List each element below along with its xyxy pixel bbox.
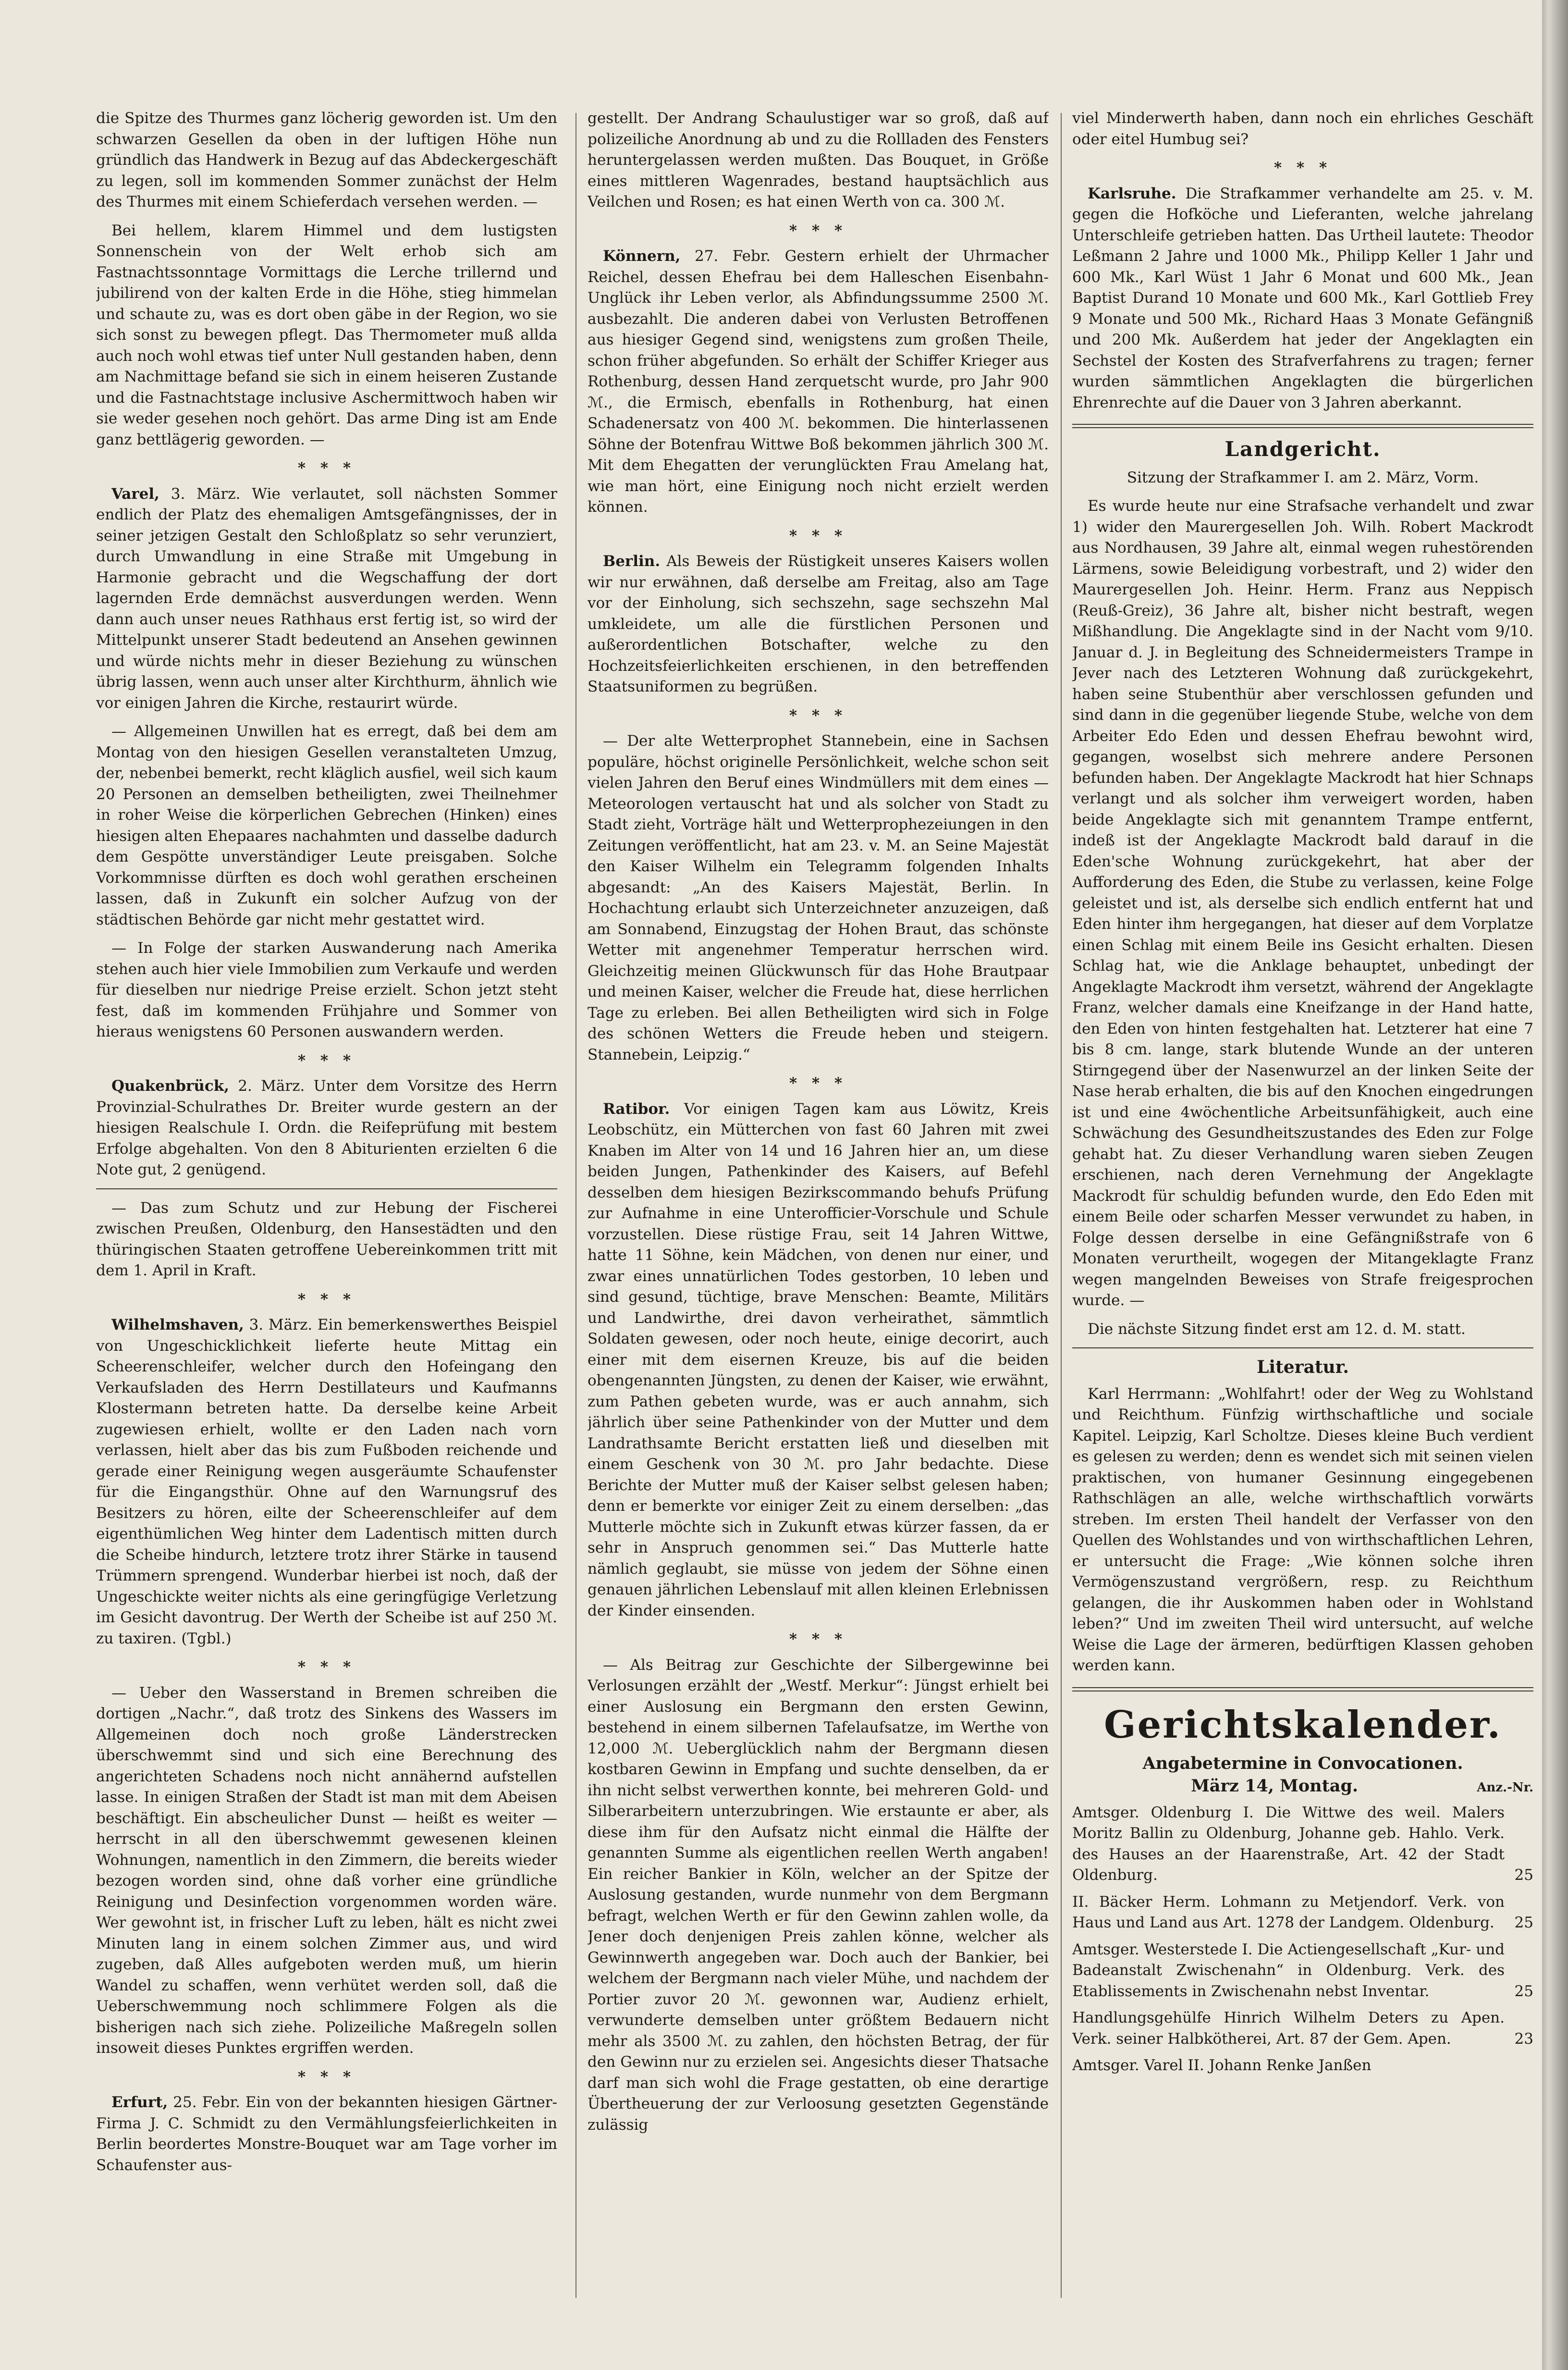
entry-text: Handlungsgehülfe Hinrich Wilhelm Deters zu Apen. Verk. seiner Halbkötherei, Art. 87 der Gem. Apen. (1072, 2009, 1505, 2048)
entry-text: II. Bäcker Herm. Lohmann zu Metjendorf. Verk. von Haus und Land aus Art. 1278 der Landgem. Oldenburg. (1072, 1893, 1505, 1931)
article-dateline: Ratibor. (603, 1100, 670, 1118)
landgericht-next-session: Die nächste Sitzung findet erst am 12. d. M. statt. (1088, 1320, 1466, 1338)
article-dateline: Karlsruhe. (1088, 185, 1176, 202)
article-separator-stars: * * * (1274, 159, 1332, 176)
article-paragraph (588, 731, 1049, 1065)
article-text: — Der alte Wetterprophet Stannebein, eine in Sachsen populäre, höchst originelle Persönlichkeit, welche schon seit vielen Jahren den Beruf eines Windmüllers mit dem eines — Meteorologen vertauscht hat und als solcher von Stadt zu Stadt zieht, Vorträge hält und Wetterprophezeiungen in den Zeitungen veröffentlicht, hat am 23. v. M. an Seine Majestät den Kaiser Wilhelm ein Telegramm folgenden Inhalts abgesandt: „An des Kaisers Majestät, Berlin. In Hochachtung erlaubt sich Unterzeichneter anzuzeigen, daß am Sonnabend, Einzugstag der Hohen Braut, das schönste Wetter mit angenehmer Temperatur herrschen wird. Gleichzeitig meinen Glückwunsch für das Hohe Brautpaar und meinen Kaiser, welcher die Freude hat, diese herrlichen Tage zu erleben. Bei allen Betheiligten wird sich in Folge des schönen Wetters die Freude heben und steigern. Stannebein, Leipzig.“ (588, 732, 1049, 1063)
entry-number: 25 (1514, 1982, 1533, 2000)
article-text: — Allgemeinen Unwillen hat es erregt, daß bei dem am Montag von den hiesigen Gesellen veranstalteten Umzug, der, nebenbei bemerkt, recht kläglich ausfiel, weil sich kaum 20 Personen an demselben betheiligten, zwei Theilnehmer in roher Weise die körperlichen Gebrechen (Hinken) eines hiesigen alten Ehepaares nachahmten und dasselbe dadurch dem Gespötte unverständiger Leute preisgaben. Solche Vorkommnisse dürften es doch wohl gerathen erscheinen lassen, daß in Zukunft ein solcher Aufzug von der städtischen Behörde gar nicht mehr gestattet wird. (96, 723, 557, 928)
entry-number: 23 (1514, 2030, 1533, 2048)
entry-text: Amtsger. Westerstede I. Die Actiengesellschaft „Kur- und Badeanstalt Zwischenahn“ in Oldenburg. Verk. des Etablissements in Zwischenahn nebst Inventar. (1072, 1940, 1505, 2000)
article-separator-stars: * * * (789, 706, 847, 724)
article-separator-stars: * * * (789, 1074, 847, 1092)
article-paragraph (96, 938, 557, 1043)
article-paragraph (588, 1655, 1049, 2136)
article-text: 3. März. Wie verlautet, soll nächsten Sommer endlich der Platz des ehemaligen Amtsgefängnisses, der in seiner jetzigen Gestalt den Schloßplatz so sehr verunziert, durch Umwandlung in eine Straße mit Umgebung in Harmonie gebracht und die Wegschaffung der dort lagernden Erde demnächst ausverdungen werden. Wenn dann auch unser neues Rathhaus erst fertig ist, so wird der Mittelpunkt unserer Stadt bedeutend an Ansehen gewinnen und würde nichts mehr in dieser Beziehung zu wünschen übrig lassen, wenn auch unser alter Kirchthurm, ähnlich wie vor einigen Jahren die Kirche, restaurirt würde. (96, 485, 557, 712)
article-text: 2. März. Unter dem Vorsitze des Herrn Provinzial-Schulrathes Dr. Breiter wurde gestern an der hiesigen Realschule I. Ordn. die Reifeprüfung mit bestem Erfolge abgehalten. Von den 8 Abiturienten erzielten 6 die Note gut, 2 genügend. (96, 1077, 557, 1178)
section-rule (1072, 424, 1533, 428)
article-text: Bei hellem, klarem Himmel und dem lustigsten Sonnenschein von der Welt erhob sich am Fastnachtssonntage Vormittags die Lerche trillernd und jubilirend von der kalten Erde in die Höhe, stieg himmelan und schaute zu, was es dort oben gäbe in der Region, wo sie sich sonst zu bewegen pflegt. Das Thermometer muß allda auch noch wohl etwas tief unter Null gestanden haben, denn am Nachmittage befand sie sich in einem heiseren Zustande und die Fastnachtstage inclusive Aschermittwoch haben wir sie weder gesehen noch gehört. Das arme Ding ist am Ende ganz bettlägerig geworden. — (96, 222, 557, 448)
article-separator-stars: * * * (297, 1051, 356, 1069)
gerichtskalender-date: März 14, Montag. (1191, 1776, 1359, 1796)
gerichtskalender-entry (1072, 1892, 1533, 1934)
gerichtskalender-entry (1072, 1802, 1533, 1886)
literatur-heading: Literatur. (1257, 1357, 1349, 1377)
article-paragraph (1072, 108, 1533, 150)
column-right (1072, 108, 1533, 2303)
article-paragraph (96, 484, 557, 714)
article-text: die Spitze des Thurmes ganz löcherig geworden ist. Um den schwarzen Gesellen da oben in der luftigen Höhe nun gründlich das Handwerk in Bezug auf das Abdeckergeschäft zu legen, soll im kommenden Sommer zunächst der Helm des Thurmes mit einem Schieferdach versehen werden. — (96, 110, 557, 210)
entry-text: Amtsger. Oldenburg I. Die Wittwe des weil. Malers Moritz Ballin zu Oldenburg, Johanne geb. Hahlo. Verk. des Hauses an der Haarenstraße, Art. 42 der Stadt Oldenburg. (1072, 1803, 1505, 1884)
article-dateline: Erfurt, (111, 2094, 168, 2111)
section-rule (1072, 1347, 1533, 1348)
column-middle (588, 108, 1049, 2303)
article-paragraph (96, 108, 557, 213)
article-text: — In Folge der starken Auswanderung nach Amerika stehen auch hier viele Immobilien zum Verkaufe und werden für dieselben nur niedrige Preise erzielt. Schon jetzt steht fest, daß im kommenden Frühjahre und Sommer von hieraus wenigstens 60 Personen auswandern werden. (96, 939, 557, 1040)
gerichtskalender-entry (1072, 1939, 1533, 2002)
article-separator-stars: * * * (297, 1290, 356, 1308)
article-paragraph (96, 1076, 557, 1181)
article-paragraph (96, 1315, 557, 1649)
gerichtskalender-entry (1072, 2008, 1533, 2049)
article-separator-stars: * * * (789, 527, 847, 544)
gerichtskalender-heading: Gerichtskalender. (1104, 1703, 1502, 1747)
article-separator-stars: * * * (297, 2068, 356, 2086)
article-paragraph (1072, 184, 1533, 414)
column-divider-right (1061, 113, 1062, 2298)
article-text: 25. Febr. Ein von der bekannten hiesigen Gärtner-Firma J. C. Schmidt zu den Vermählungsfeierlichkeiten in Berlin beordertes Monstre-Bouquet war am Tage vorher im Schaufenster aus- (96, 2094, 557, 2174)
article-text: Als Beweis der Rüstigkeit unseres Kaisers wollen wir nur erwähnen, daß derselbe am Freitag, also am Tage vor der Einholung, sich sechszehn, sage sechszehn Mal umkleidete, um alle die fürstlichen Personen und außerordentlichen Botschafter, welche zu den Hochzeitsfeierlichkeiten erschienen, in den betreffenden Staatsuniformen zu begrüßen. (588, 553, 1049, 695)
gerichtskalender-dateline (1072, 1776, 1533, 1799)
article-text: 3. März. Ein bemerkenswerthes Beispiel von Ungeschicklichkeit lieferte heute Mittag ein Scheerenschleifer, welcher durch den Hofeingang den Verkaufsladen des Herrn Destillateurs und Kaufmanns Klostermann betreten hatte. Da derselbe keine Arbeit zugewiesen erhielt, wollte er den Laden nach vorn verlassen, hielt aber das bis zum Fußboden reichende und gerade einer Reinigung wegen ausgeräumte Schaufenster für die Eingangsthür. Ohne auf den Warnungsruf des Besitzers zu hören, eilte der Scheerenschleifer auf dem eigenthümlichen Weg hinter dem Ladentisch mitten durch die Scheibe hindurch, letztere trotz ihrer Stärke in tausend Trümmern sprengend. Wunderbar hierbei ist noch, daß der Ungeschickte weiter nichts als eine geringfügige Verletzung im Gesicht davontrug. Der Werth der Scheibe ist auf 250 ℳ. zu taxiren. (Tgbl.) (96, 1316, 557, 1647)
article-text: gestellt. Der Andrang Schaulustiger war so groß, daß auf polizeiliche Anordnung ab und zu die Rollladen des Fensters heruntergelassen werden mußten. Das Bouquet, in Größe eines mittleren Wagenrades, bestand hauptsächlich aus Veilchen und Rosen; es hat einen Werth von ca. 300 ℳ. (588, 110, 1049, 210)
gerichtskalender-number-label: Anz.-Nr. (1477, 1780, 1533, 1795)
article-separator-stars: * * * (297, 1658, 356, 1676)
article-dateline: Varel, (111, 485, 159, 503)
landgericht-report: Es wurde heute nur eine Strafsache verhandelt und zwar 1) wider den Maurergesellen Joh. Wilh. Robert Mackrodt aus Nordhausen, 39 Jahre alt, einmal wegen ruhestörenden Lärmens, sowie Beleidigung vorbestraft, und 2) wider den Maurergesellen Joh. Heinr. Herm. Franz aus Neppisch (Reuß-Greiz), 36 Jahre alt, bisher nicht bestraft, wegen Mißhandlung. Die Angeklagte sind in der Nacht vom 9/10. Januar d. J. in Begleitung des Schneidermeisters Trampe in Jever nach des Letzteren Wohnung daß zurückgekehrt, haben seine Stubenthür aber verschlossen gefunden und sind dann in die gegenüber liegende Stube, welche von dem Arbeiter Edo Eden und dessen Ehefrau bewohnt wird, gegangen, woselbst sich mehrere andere Personen befunden haben. Der Angeklagte Mackrodt hat hier Schnaps verlangt und als solcher ihm verweigert worden, haben beide Angeklagte sich mit genanntem Trampe entfernt, indeß ist der Angeklagte Mackrodt bald darauf in die Eden'sche Wohnung zurückgekehrt, hat aber der Aufforderung des Eden, die Stube zu verlassen, keine Folge geleistet und ist, als derselbe sich endlich entfernt hat und Eden hinter ihm hergegangen, hat dieser auf dem Vorplatze einen Schlag mit einem Beile ins Gesicht erhalten. Diesen Schlag hat, wie die Anklage behauptet, unbedingt der Angeklagte Mackrodt ihm versetzt, während der Angeklagte Franz, welcher damals eine Kneifzange in der Hand hatte, den Eden von hinten festgehalten hat. Letzterer hat eine 7 bis 8 cm. lange, stark blutende Wunde an der unteren Stirngegend über der Nasenwurzel an der linken Seite der Nase herab erhalten, die bis auf den Knochen eingedrungen ist und eine 4wöchentliche Arbeitsunfähigkeit, auch eine Schwächung des Gesundheitszustandes des Eden zur Folge gehabt hat. Zu dieser Verhandlung waren sieben Zeugen erschienen, nach deren Vernehmung der Angeklagte Mackrodt für schuldig befunden wurde, den Edo Eden mit einem Beile oder scharfen Messer verwundet zu haben, in Folge dessen derselbe in eine Gefängnißstrafe von 6 Monaten verurtheilt, wogegen der Mitangeklagte Franz wegen mangelnden Beweises von Strafe freigesprochen wurde. — (1072, 497, 1533, 1309)
article-paragraph (96, 2092, 557, 2176)
article-text: — Das zum Schutz und zur Hebung der Fischerei zwischen Preußen, Oldenburg, den Hansestädten und den thüringischen Staaten getroffene Uebereinkommen tritt mit dem 1. April in Kraft. (96, 1199, 557, 1279)
article-text: — Ueber den Wasserstand in Bremen schreiben die dortigen „Nachr.“, daß trotz des Sinkens des Wassers im Allgemeinen doch noch große Länderstrecken überschwemmt sind und sich eine Berechnung des angerichteten Schadens noch nicht annähernd aufstellen lasse. In einigen Straßen der Stadt ist man mit dem Abeisen beschäftigt. Ein abscheulicher Dunst — heißt es weiter — herrscht in all den überschwemmt gewesenen kleinen Wohnungen, namentlich in den Zimmern, die bereits wieder bezogen worden sind, ohne daß vorher eine gründliche Reinigung und Desinfection vorgenommen worden wäre. Wer gewohnt ist, in frischer Luft zu leben, hält es nicht zwei Minuten lang in einem solchen Zimmer aus, und wird zugeben, daß Alles aufgeboten werden muß, um hierin Wandel zu schaffen, wenn verhütet werden soll, daß die Ueberschwemmung noch schlimmere Folgen als die bisherigen nach sich ziehe. Polizeiliche Maßregeln sollen insoweit dieses Punktes ergriffen werden. (96, 1684, 557, 2057)
section-rule (1072, 1687, 1533, 1691)
article-text: — Als Beitrag zur Geschichte der Silbergewinne bei Verlosungen erzählt der „Westf. Merkur“: Jüngst erhielt bei einer Auslosung ein Bergmann den ersten Gewinn, bestehend in einem silbernen Tafelaufsatze, im Werthe von 12,000 ℳ. Ueberglücklich nahm der Bergmann diesen kostbaren Gewinn in Empfang und suchte denselben, da er ihn nicht selbst verwerthen konnte, bei mehreren Gold- und Silberarbeitern unterzubringen. Wie erstaunte er aber, als diese ihm für den Aufsatz nicht einmal die Hälfte der genannten Summe als eigentlichen reellen Werth angaben! Ein reicher Bankier in Köln, welcher an der Spitze der Auslosung gestanden, wurde nunmehr von dem Bergmann befragt, welchen Werth er für den Gewinn zahlen wolle, da Jener doch denjenigen Preis zahlen könne, welcher als Gewinnwerth angegeben war. Doch auch der Bankier, bei welchem der Bergmann nach vieler Mühe, und nachdem der Portier zuvor 20 ℳ. gewonnen war, Audienz erhielt, verwunderte demselben unter größtem Bedauern nicht mehr als 3500 ℳ. zu zahlen, den höchsten Betrag, der für den Gewinn nur zu erzielen sei. Angesichts dieser Thatsache darf man sich wohl die Frage gestatten, ob eine derartige Übertheuerung der zur Verloosung gesetzten Gegenstände zulässig (588, 1656, 1049, 2134)
landgericht-heading: Landgericht. (1225, 437, 1381, 461)
literatur-review: Karl Herrmann: „Wohlfahrt! oder der Weg zu Wohlstand und Reichthum. Fünfzig wirthschaftliche und sociale Kapitel. Leipzig, Karl Scholtze. Dieses kleine Buch verdient es gelesen zu werden; denn es wendet sich mit seinen vielen praktischen, von humaner Gesinnung eingegebenen Rathschlägen an alle, welche wirthschaftlich vorwärts streben. Im ersten Theil handelt der Verfasser von den Quellen des Wohlstandes und von wirthschaftlichen Lehren, er untersucht die Frage: „Wie können solche ihren Vermögenszustand vergrößern, resp. zu Reichthum gelangen, die ihr Auskommen haben oder in Wohlstand leben?“ Und im zweiten Theil wird untersucht, auf welche Weise die Lage der ärmeren, bedürftigen Klassen gehoben werden kann. (1072, 1385, 1533, 1674)
gerichtskalender-entries (1072, 1802, 1533, 2076)
article-text: viel Minderwerth haben, dann noch ein ehrliches Geschäft oder eitel Humbug sei? (1072, 110, 1533, 148)
article-paragraph (588, 551, 1049, 698)
column-right-news (1072, 108, 1533, 413)
article-text: 27. Febr. Gestern erhielt der Uhrmacher Reichel, dessen Ehefrau bei dem Halleschen Eisenbahn-Unglück ihr Leben verlor, als Abfindungssumme 2500 ℳ. ausbezahlt. Die anderen dabei von Verlusten Betroffenen aus hiesiger Gegend sind, wenigstens zum großen Theile, schon früher abgefunden. So erhält der Schiffer Krieger aus Rothenburg, dessen Hand zerquetscht wurde, pro Jahr 900 ℳ., die Ermisch, ebenfalls in Rothenburg, hat einen Schadenersatz von 400 ℳ. bekommen. Die hinterlassenen Söhne der Botenfrau Wittwe Boß bekommen jährlich 300 ℳ. Mit dem Ehegatten der verunglückten Frau Amelang hat, wie man hört, eine Einigung noch nicht erzielt werden können. (588, 247, 1049, 516)
article-paragraph (96, 721, 557, 930)
article-dateline: Quakenbrück, (111, 1077, 230, 1095)
article-paragraph (96, 221, 557, 451)
article-paragraph (588, 1099, 1049, 1622)
article-text: Die Strafkammer verhandelte am 25. v. M. gegen die Hofköche und Lieferanten, welche jahrelang Unterschleife getrieben hatten. Das Urtheil lautete: Theodor Leßmann 2 Jahre und 1000 Mk., Philipp Keller 1 Jahr und 600 Mk., Karl Wüst 1 Jahr 6 Monat und 600 Mk., Jean Baptist Durand 10 Monate und 600 Mk., Karl Gottlieb Frey 9 Monate und 500 Mk., Richard Haas 3 Monate Gefängniß und 200 Mk. Außerdem hat jeder der Angeklagten ein Sechstel der Kosten des Strafverfahrens zu tragen; ferner wurden sämmtlichen Angeklagten die bürgerlichen Ehrenrechte auf die Dauer von 3 Jahren aberkannt. (1072, 185, 1533, 411)
column-left (96, 108, 557, 2303)
entry-number: 25 (1514, 1866, 1533, 1884)
page-edge (1542, 0, 1568, 2370)
article-paragraph (588, 246, 1049, 518)
article-text: Vor einigen Tagen kam aus Löwitz, Kreis Leobschütz, ein Mütterchen von fast 60 Jahren mit zwei Knaben im Alter von 14 und 16 Jahren hier an, um diese beiden Jungen, Pathenkinder des Kaisers, auf Befehl desselben dem hiesigen Bezirkscommando behufs Prüfung zur Aufnahme in eine Unterofficier-Vorschule und Schule vorzustellen. Diese rüstige Frau, seit 14 Jahren Wittwe, hatte 11 Söhne, kein Mädchen, von denen nur einer, und zwar eines unnatürlichen Todes gestorben, 10 leben und sind gesund, tüchtige, brave Menschen: Beamte, Militärs und Landwirthe, drei davon verheirathet, sämmtlich Soldaten gewesen, oder noch heute, einige decorirt, auch einer mit dem eisernen Kreuze, bis auf die beiden obengenannten Jüngsten, zu denen der Kaiser, wie erwähnt, zum Pathen gebeten wurde, was er auch annahm, sich jährlich über seine Pathenkinder von der Mutter und dem Landrathsamte Bericht erstatten ließ und dieselben mit einem Geschenk von 30 ℳ. pro Jahr bedachte. Diese Berichte der Mutter muß der Kaiser selbst gelesen haben; denn er bemerkte vor einiger Zeit zu einem derselben: „das Mutterle möchte sich in Zukunft etwas kürzer fassen, da er sehr in Anspruch genommen sei.“ Das Mutterle hatte nämlich geglaubt, sie müsse von jedem der Söhne einen genauen jährlichen Lebenslauf mit allen kleinen Erlebnissen der Kinder einsenden. (588, 1100, 1049, 1619)
article-separator-stars: * * * (297, 459, 356, 477)
landgericht-subheading: Sitzung der Strafkammer I. am 2. März, Vorm. (1127, 469, 1479, 486)
article-paragraph (96, 1198, 557, 1282)
article-separator-stars: * * * (789, 222, 847, 239)
article-separator-stars: * * * (789, 1630, 847, 1648)
article-paragraph (588, 108, 1049, 213)
article-dateline: Wilhelmshaven, (111, 1316, 244, 1333)
article-dateline: Berlin. (603, 553, 661, 570)
section-rule (96, 1188, 557, 1189)
gerichtskalender-subheading: Angabetermine in Convocationen. (1142, 1753, 1463, 1773)
entry-text: Amtsger. Varel II. Johann Renke Janßen (1072, 2057, 1372, 2074)
article-paragraph (96, 1683, 557, 2059)
article-dateline: Könnern, (603, 247, 681, 265)
gerichtskalender-entry (1072, 2055, 1533, 2076)
entry-number: 25 (1514, 1914, 1533, 1931)
